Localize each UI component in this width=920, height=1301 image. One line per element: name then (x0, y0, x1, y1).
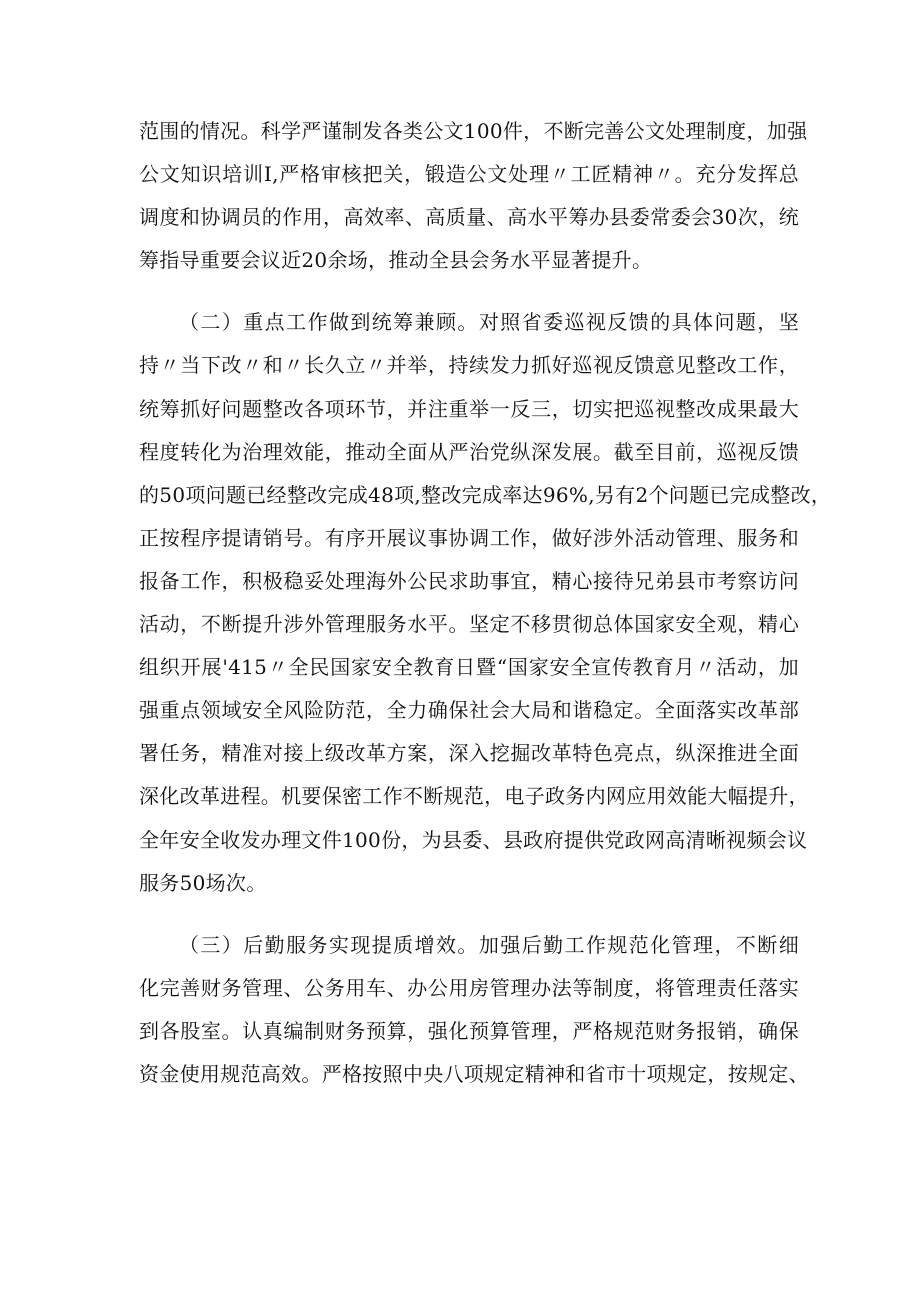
paragraph-p1 (139, 110, 808, 282)
text-line: 报备工作，积极稳妥处理海外公民求助事宜，精心接待兄弟县市考察访问 (139, 568, 799, 593)
text-line: 范围的情况。科学严谨制发各类公文100件，不断完善公文处理制度，加强 (139, 119, 808, 143)
text-line: 资金使用规范高效。严格按照中央八项规定精神和省市十项规定，按规定、 (139, 1061, 809, 1086)
text-line: 正按程序提请销号。有序开展议事协调工作，做好涉外活动管理、服务和 (139, 525, 799, 550)
paragraph-p3 (139, 924, 809, 1096)
text-line: 组织开展'415〃全民国家安全教育日暨“国家安全宣传教育月〃活动，加 (139, 655, 799, 680)
text-line: 活动，不断提升涉外管理服务水平。坚定不移贯彻总体国家安全观，精心 (139, 612, 799, 637)
text-line: 服务50场次。 (139, 870, 267, 895)
text-line: 调度和协调员的作用，高效率、高质量、高水平筹办县委常委会30次，统 (139, 205, 799, 230)
text-line: 化完善财务管理、公务用车、办公用房管理办法等制度，将管理责任落实 (139, 975, 799, 1000)
text-line: 深化改革进程。机要保密工作不断规范，电子政务内网应用效能大幅提升， (139, 784, 809, 809)
paragraph-gap (139, 282, 799, 301)
text-line: 全年安全收发办理文件100份，为县委、县政府提供党政网高清晰视频会议 (139, 827, 808, 852)
document-body (139, 110, 832, 1096)
text-line: 筹指导重要会议近20余场，推动全县会务水平显著提升。 (139, 248, 653, 273)
text-line: （三）后勤服务实现提质增效。加强后勤工作规范化管理，不断细 (179, 932, 799, 957)
text-line: 署任务，精准对接上级改革方案，深入挖掘改革特色亮点，纵深推进全面 (139, 741, 799, 766)
text-line: （二）重点工作做到统筹兼顾。对照省委巡视反馈的具体问题，坚 (179, 310, 799, 335)
text-line: 到各股室。认真编制财务预算，强化预算管理，严格规范财务报销，确保 (139, 1018, 799, 1043)
paragraph-p2 (139, 301, 832, 904)
text-line: 程度转化为治理效能，推动全面从严治党纵深发展。截至目前，巡视反馈 (139, 439, 799, 464)
text-line: 持〃当下改〃和〃长久立〃并举，持续发力抓好巡视反馈意见整改工作， (139, 353, 799, 378)
text-line: 强重点领域安全风险防范，全力确保社会大局和谐稳定。全面落实改革部 (139, 698, 799, 723)
paragraph-gap (139, 905, 799, 924)
text-line: 的50项问题已经整改完成48项,整改完成率达96%,另有2个问题已完成整改， (139, 482, 832, 507)
text-line: 统筹抓好问题整改各项环节，并注重举一反三，切实把巡视整改成果最大 (139, 396, 799, 421)
text-line: 公文知识培训I,严格审核把关，锻造公文处理〃工匠精神〃。充分发挥总 (139, 162, 799, 187)
